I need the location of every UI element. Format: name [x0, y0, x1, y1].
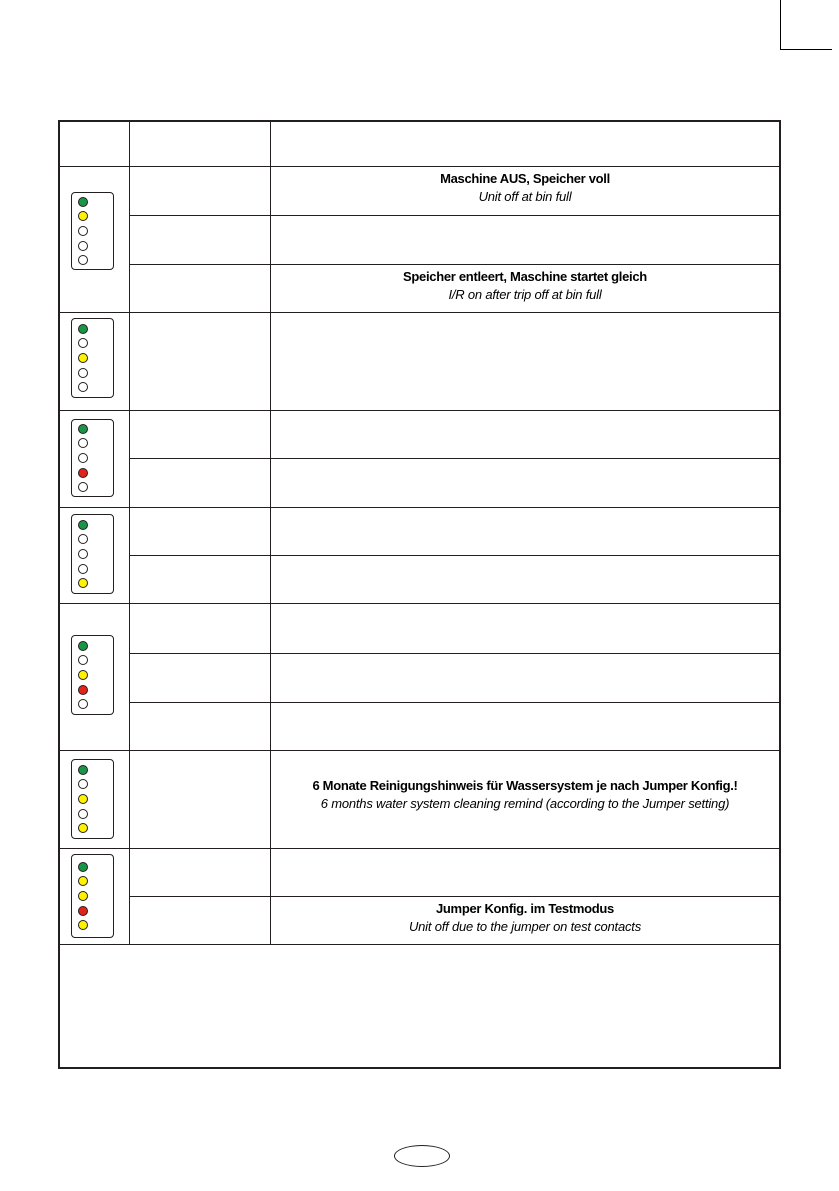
led-yellow-icon [78, 794, 88, 804]
row-rule [60, 944, 781, 945]
description-de: Maschine AUS, Speicher voll [440, 171, 610, 186]
row-rule [129, 653, 781, 654]
led-off-icon [78, 809, 88, 819]
row-rule [129, 702, 781, 703]
led-panel [71, 759, 114, 839]
row-rule [60, 507, 781, 508]
description-row-3 [271, 268, 779, 304]
row-rule [129, 264, 781, 265]
led-yellow-icon [78, 578, 88, 588]
row-rule [60, 848, 781, 849]
description-de: 6 Monate Reinigungshinweis für Wassersystem je nach Jumper Konfig.! [312, 778, 738, 793]
description-de: Speicher entleert, Maschine startet gleich [403, 269, 647, 284]
row-rule [129, 215, 781, 216]
crop-mark-horizontal [780, 49, 832, 50]
led-yellow-icon [78, 920, 88, 930]
led-red-icon [78, 906, 88, 916]
led-off-icon [78, 338, 88, 348]
led-panel [71, 635, 114, 715]
led-panel [71, 854, 114, 938]
led-yellow-icon [78, 891, 88, 901]
led-yellow-icon [78, 670, 88, 680]
led-yellow-icon [78, 353, 88, 363]
row-rule [60, 750, 781, 751]
page-number-badge [394, 1145, 450, 1167]
led-green-icon [78, 520, 88, 530]
led-off-icon [78, 655, 88, 665]
led-panel [71, 514, 114, 594]
led-off-icon [78, 564, 88, 574]
led-off-icon [78, 368, 88, 378]
column-divider-2 [270, 122, 271, 945]
row-rule [60, 166, 781, 167]
led-off-icon [78, 453, 88, 463]
led-off-icon [78, 699, 88, 709]
led-yellow-icon [78, 823, 88, 833]
led-red-icon [78, 468, 88, 478]
led-panel [71, 419, 114, 497]
row-rule [129, 458, 781, 459]
crop-mark-vertical [780, 0, 781, 50]
description-row-12 [271, 777, 779, 813]
led-green-icon [78, 862, 88, 872]
led-yellow-icon [78, 876, 88, 886]
row-rule [129, 896, 781, 897]
description-en: Unit off at bin full [478, 189, 572, 204]
led-panel [71, 318, 114, 398]
led-green-icon [78, 324, 88, 334]
led-panel [71, 192, 114, 270]
led-off-icon [78, 382, 88, 392]
row-rule [60, 603, 781, 604]
led-green-icon [78, 765, 88, 775]
led-green-icon [78, 197, 88, 207]
led-off-icon [78, 549, 88, 559]
led-off-icon [78, 241, 88, 251]
description-row-14 [271, 900, 779, 936]
led-green-icon [78, 424, 88, 434]
led-off-icon [78, 255, 88, 265]
led-off-icon [78, 779, 88, 789]
led-red-icon [78, 685, 88, 695]
led-green-icon [78, 641, 88, 651]
led-off-icon [78, 226, 88, 236]
description-de: Jumper Konfig. im Testmodus [435, 901, 614, 916]
led-off-icon [78, 482, 88, 492]
description-en: Unit off due to the jumper on test contacts [408, 919, 642, 934]
led-off-icon [78, 534, 88, 544]
row-rule [60, 312, 781, 313]
description-row-1 [271, 170, 779, 206]
description-en: 6 months water system cleaning remind (according to the Jumper setting) [320, 796, 730, 811]
row-rule [60, 410, 781, 411]
column-divider-1 [129, 122, 130, 945]
row-rule [129, 555, 781, 556]
led-off-icon [78, 438, 88, 448]
description-en: I/R on after trip off at bin full [448, 287, 602, 302]
led-yellow-icon [78, 211, 88, 221]
